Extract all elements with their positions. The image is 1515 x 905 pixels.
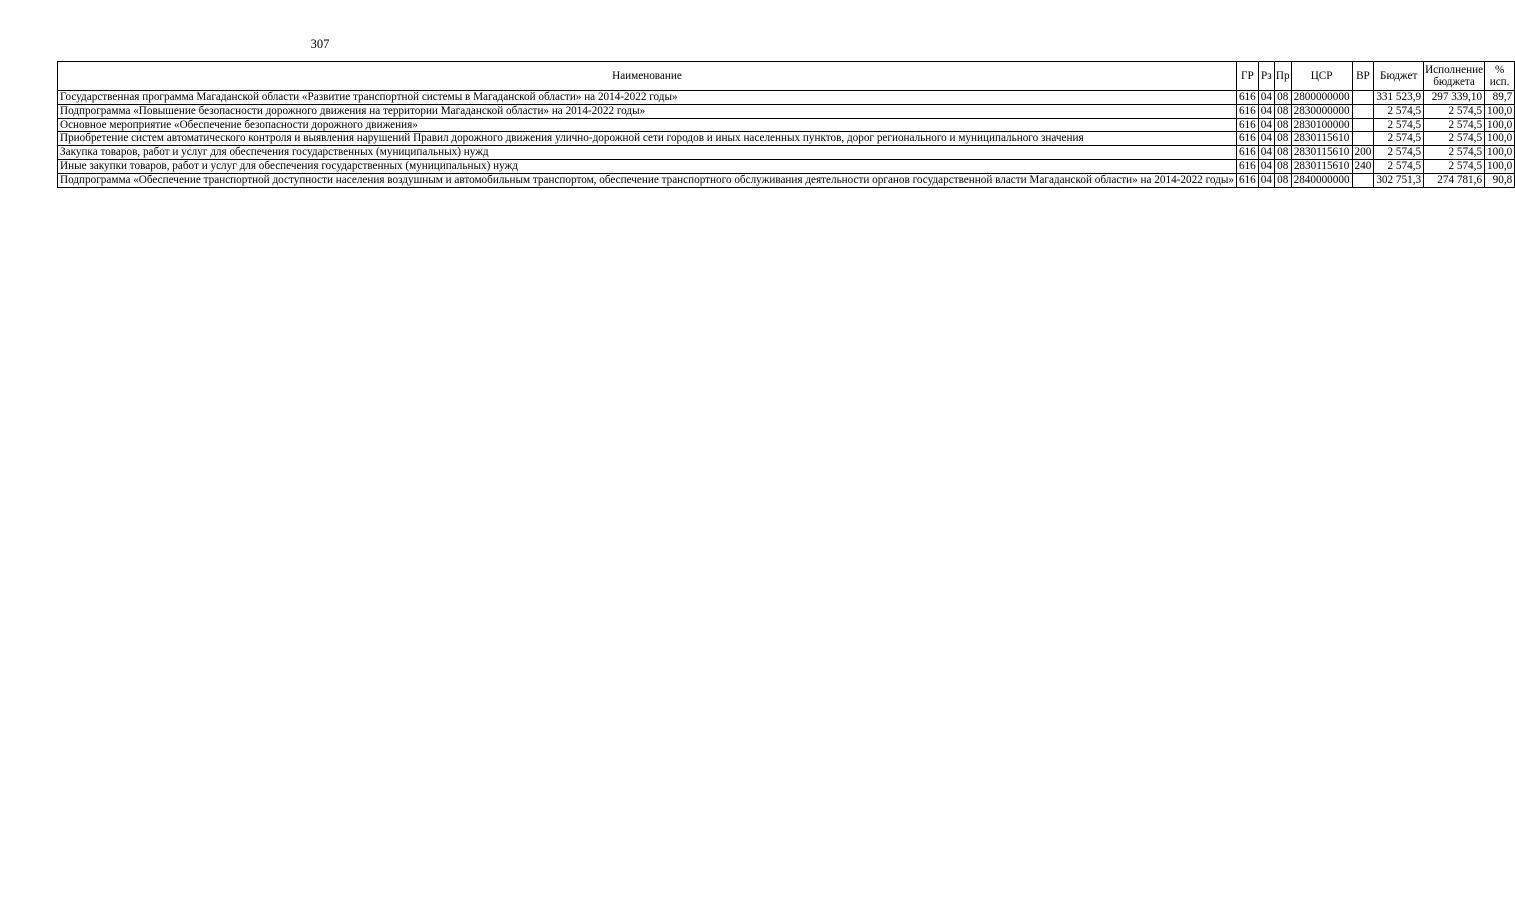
row-budget: 2 574,5 (1374, 132, 1424, 146)
row-gr: 616 (1236, 91, 1258, 105)
row-vr (1352, 118, 1374, 132)
row-execution: 2 574,5 (1424, 132, 1485, 146)
row-pr: 08 (1274, 146, 1291, 160)
row-pr: 08 (1274, 91, 1291, 105)
table-row (58, 118, 1515, 132)
row-rz: 04 (1258, 91, 1274, 105)
table-row (58, 91, 1515, 105)
row-csr: 2830115610 (1291, 159, 1352, 173)
row-name: Подпрограмма «Обеспечение транспортной доступности населения воздушным и автомобильным транспортом, обеспечение транспортного обслуживания деятельности органов государственной власти Магаданской области» на 2014-2022 годы» (58, 173, 1237, 187)
table-row (58, 132, 1515, 146)
row-budget: 2 574,5 (1374, 104, 1424, 118)
row-pr: 08 (1274, 173, 1291, 187)
row-gr: 616 (1236, 173, 1258, 187)
row-gr: 616 (1236, 146, 1258, 160)
row-vr: 200 (1352, 146, 1374, 160)
row-name: Подпрограмма «Повышение безопасности дорожного движения на территории Магаданской области» на 2014-2022 годы» (58, 104, 1237, 118)
row-execution: 2 574,5 (1424, 146, 1485, 160)
row-budget: 2 574,5 (1374, 118, 1424, 132)
row-rz: 04 (1258, 173, 1274, 187)
row-csr: 2830115610 (1291, 146, 1352, 160)
row-csr: 2830115610 (1291, 132, 1352, 146)
header-percent: % исп. (1485, 62, 1515, 91)
row-pr: 08 (1274, 132, 1291, 146)
row-vr (1352, 91, 1374, 105)
row-percent: 100,0 (1485, 146, 1515, 160)
row-name: Закупка товаров, работ и услуг для обеспечения государственных (муниципальных) нужд (58, 146, 1237, 160)
table-row (58, 173, 1515, 187)
row-gr: 616 (1236, 159, 1258, 173)
page-number: 307 (310, 37, 330, 51)
header-gr: ГР (1236, 62, 1258, 91)
row-vr (1352, 104, 1374, 118)
row-csr: 2800000000 (1291, 91, 1352, 105)
table-row (58, 159, 1515, 173)
row-gr: 616 (1236, 104, 1258, 118)
row-execution: 297 339,10 (1424, 91, 1485, 105)
row-execution: 2 574,5 (1424, 104, 1485, 118)
table-header-row (58, 62, 1515, 91)
row-name: Иные закупки товаров, работ и услуг для обеспечения государственных (муниципальных) нужд (58, 159, 1237, 173)
row-name: Основное мероприятие «Обеспечение безопасности дорожного движения» (58, 118, 1237, 132)
row-rz: 04 (1258, 118, 1274, 132)
row-percent: 100,0 (1485, 132, 1515, 146)
row-vr (1352, 132, 1374, 146)
row-csr: 2830100000 (1291, 118, 1352, 132)
row-rz: 04 (1258, 104, 1274, 118)
row-budget: 331 523,9 (1374, 91, 1424, 105)
row-rz: 04 (1258, 146, 1274, 160)
header-name: Наименование (58, 62, 1237, 91)
row-percent: 100,0 (1485, 118, 1515, 132)
header-rz: Рз (1258, 62, 1274, 91)
row-csr: 2840000000 (1291, 173, 1352, 187)
header-pr: Пр (1274, 62, 1291, 91)
row-percent: 89,7 (1485, 91, 1515, 105)
row-name: Приобретение систем автоматического контроля и выявления нарушений Правил дорожного движения улично-дорожной сети городов и иных населенных пунктов, дорог регионального и муниципального значения (58, 132, 1237, 146)
row-rz: 04 (1258, 132, 1274, 146)
row-rz: 04 (1258, 159, 1274, 173)
row-vr (1352, 173, 1374, 187)
row-percent: 100,0 (1485, 159, 1515, 173)
row-csr: 2830000000 (1291, 104, 1352, 118)
row-execution: 2 574,5 (1424, 159, 1485, 173)
row-percent: 90,8 (1485, 173, 1515, 187)
row-execution: 2 574,5 (1424, 118, 1485, 132)
row-percent: 100,0 (1485, 104, 1515, 118)
header-csr: ЦСР (1291, 62, 1352, 91)
header-budget: Бюджет (1374, 62, 1424, 91)
budget-table (57, 61, 1515, 188)
table-row (58, 146, 1515, 160)
row-pr: 08 (1274, 104, 1291, 118)
row-pr: 08 (1274, 159, 1291, 173)
row-pr: 08 (1274, 118, 1291, 132)
header-execution: Исполнение бюджета (1424, 62, 1485, 91)
row-vr: 240 (1352, 159, 1374, 173)
row-name: Государственная программа Магаданской области «Развитие транспортной системы в Магаданской области» на 2014-2022 годы» (58, 91, 1237, 105)
row-budget: 2 574,5 (1374, 146, 1424, 160)
row-gr: 616 (1236, 118, 1258, 132)
row-budget: 2 574,5 (1374, 159, 1424, 173)
row-execution: 274 781,6 (1424, 173, 1485, 187)
row-gr: 616 (1236, 132, 1258, 146)
table-row (58, 104, 1515, 118)
row-budget: 302 751,3 (1374, 173, 1424, 187)
header-vr: ВР (1352, 62, 1374, 91)
